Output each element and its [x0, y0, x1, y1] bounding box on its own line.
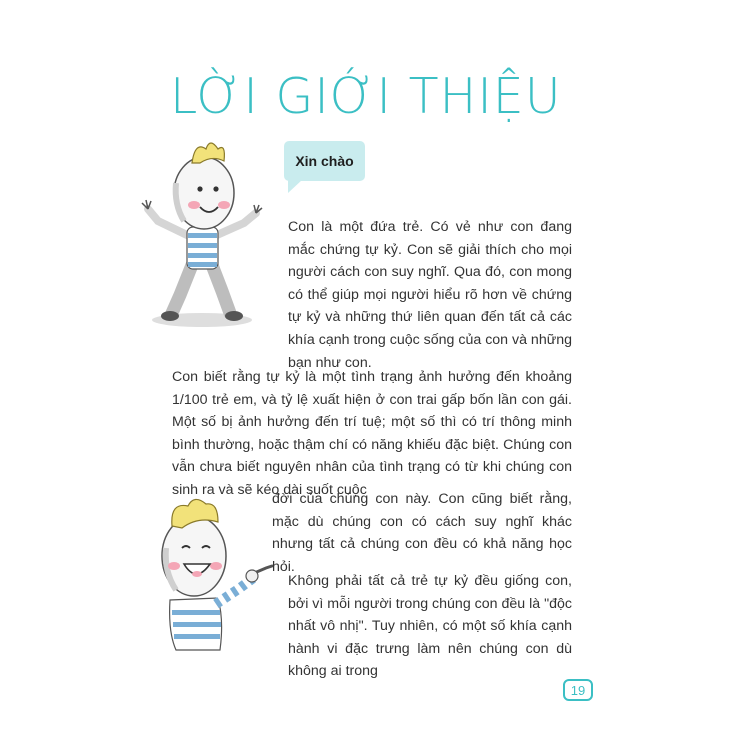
- paragraph-learning: đời của chúng con này. Con cũng biết rằng, mặc dù chúng con có cách suy nghĩ khác nhưng tất cả chúng con đều có khả năng học hỏi.: [272, 491, 572, 575]
- paragraph-intro: Con là một đứa trẻ. Có vẻ như con đang mắc chứng tự kỷ. Con sẽ giải thích cho mọi người cách con suy nghĩ. Qua đó, con mong có thể giúp mọi người hiểu rõ hơn về chứng tự kỷ và những thứ liên quan đến tất cả các khía cạnh trong cuộc sống của con và những bạn như con.: [288, 219, 572, 371]
- boy-pointing-illustration: [148, 492, 278, 652]
- boy-waving-illustration: [140, 135, 265, 330]
- greeting-speech-bubble: Xin chào: [284, 141, 365, 181]
- page-number: 19: [563, 679, 593, 701]
- page-title: LỜI GIỚI THIỆU: [170, 68, 562, 125]
- paragraph-autism-facts: Con biết rằng tự kỷ là một tình trạng ảnh hưởng đến khoảng 1/100 trẻ em, và tỷ lệ xuất hiện ở con trai gấp bốn lần con gái. Một số bị ảnh hưởng đến trí tuệ; một số thì có trí thông minh bình thường, hoặc thậm chí có năng khiếu đặc biệt. Chúng con vẫn chưa biết nguyên nhân của tình trạng có từ khi chúng con sinh ra và sẽ kéo dài suốt cuộc: [172, 369, 572, 498]
- paragraph-uniqueness: Không phải tất cả trẻ tự kỷ đều giống con, bởi vì mỗi người trong chúng con đều là "độc nhất vô nhị". Tuy nhiên, có một số khía cạnh hành vi đặc trưng làm nên chúng con dù không ai trong: [288, 573, 572, 680]
- speech-bubble-tail: [288, 180, 302, 193]
